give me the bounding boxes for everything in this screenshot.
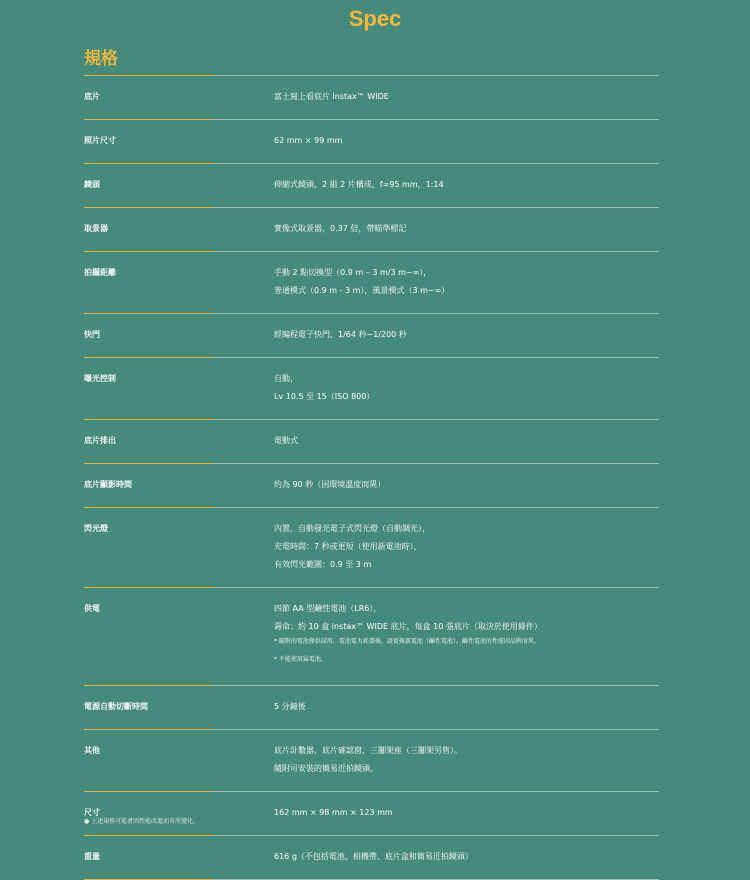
spec-value-line: 普通模式（0.9 m - 3 m），風景模式（3 m~∞） — [274, 286, 450, 295]
spec-value — [274, 88, 659, 106]
spec-label: 閃光燈 — [84, 524, 108, 533]
spec-value — [274, 132, 659, 150]
spec-value — [274, 520, 659, 574]
section-title: 規格 — [84, 49, 118, 69]
spec-note: * 不能使用錳電池。 — [274, 656, 327, 663]
spec-value-line: 伸縮式鏡頭，2 組 2 片構成，f=95 mm，1:14 — [274, 180, 444, 189]
spec-value — [274, 848, 659, 866]
spec-value — [274, 804, 659, 822]
spec-value — [274, 370, 659, 406]
spec-row — [84, 792, 659, 836]
spec-label: 照片尺寸 — [84, 136, 116, 145]
spec-value-line: 充電時間：7 秒或更短（使用新電池時）， — [274, 542, 422, 551]
spec-value — [274, 698, 659, 716]
spec-value — [274, 326, 659, 344]
page-title: Spec — [348, 6, 402, 31]
spec-value-line: 經編程電子快門，1/64 秒~1/200 秒 — [274, 330, 407, 339]
spec-value-line: 62 mm × 99 mm — [274, 136, 343, 145]
spec-value — [274, 742, 659, 778]
spec-row — [84, 686, 659, 730]
spec-row — [84, 208, 659, 252]
spec-row — [84, 508, 659, 588]
spec-label: 拍攝距離 — [84, 268, 116, 277]
spec-value-line: 162 mm × 98 mm × 123 mm — [274, 808, 393, 817]
spec-row — [84, 420, 659, 464]
spec-label: 底片顯影時間 — [84, 480, 132, 489]
spec-label: 底片排出 — [84, 436, 116, 445]
spec-value-line: 壽命：約 10 盒 instax™ WIDE 底片，每盒 10 張底片（取決於使用條件） — [274, 622, 542, 631]
spec-value-line: 5 分鐘後 — [274, 702, 306, 711]
spec-row — [84, 252, 659, 314]
spec-label: 尺寸 — [84, 808, 100, 817]
spec-note: * 隨附的電池僅供試用。電池電力耗盡後，請更換新電池（鹼性電池）。鹼性電池的性能因品牌而異。 — [274, 638, 540, 645]
spec-value-line: 富士寫上看底片 instax™ WIDE — [274, 92, 389, 101]
spec-value-line: 內置，自動發光電子式閃光燈（自動調光）， — [274, 524, 430, 533]
spec-value — [274, 176, 659, 194]
spec-value — [274, 600, 659, 672]
spec-label: 電源自動切斷時間 — [84, 702, 148, 711]
spec-label: 其他 — [84, 746, 100, 755]
spec-value-line: 自動， — [274, 374, 298, 383]
spec-row — [84, 76, 659, 120]
spec-value-line: 手動 2 點切換型（0.9 m – 3 m/3 m~∞）， — [274, 268, 432, 277]
spec-row — [84, 588, 659, 686]
spec-value-line: Lv 10.5 至 15（ISO 800） — [274, 392, 375, 401]
spec-value-line: 實像式取景器，0.37 倍，帶瞄準標記 — [274, 224, 407, 233]
spec-label: 鏡頭 — [84, 180, 100, 189]
spec-row — [84, 730, 659, 792]
spec-row — [84, 164, 659, 208]
spec-value-line: 有效閃光範圍：0.9 至 3 m — [274, 560, 372, 569]
spec-value — [274, 264, 659, 300]
spec-table — [84, 76, 659, 880]
spec-value — [274, 476, 659, 494]
spec-value-line: 約為 90 秒（因環境溫度而異） — [274, 480, 386, 489]
spec-label: 取景器 — [84, 224, 108, 233]
spec-value — [274, 220, 659, 238]
spec-row — [84, 464, 659, 508]
footnote: ● 上述規格可能會因性能改進而有所變化。 — [84, 818, 200, 825]
spec-value-line: 隨附可安裝的簡易近拍鏡頭。 — [274, 764, 378, 773]
spec-label: 快門 — [84, 330, 100, 339]
spec-value-line: 底片計數器，底片確認窗，三腳架座（三腳架另售）。 — [274, 746, 462, 755]
spec-row — [84, 836, 659, 880]
spec-value — [274, 432, 659, 450]
spec-label: 底片 — [84, 92, 100, 101]
spec-label: 供電 — [84, 604, 100, 613]
spec-value-line: 616 g（不包括電池、相機帶、底片盒和簡易近拍鏡頭） — [274, 852, 473, 861]
spec-label: 重量 — [84, 852, 100, 861]
spec-row — [84, 314, 659, 358]
spec-value-line: 電動式 — [274, 436, 298, 445]
spec-value-line: 四節 AA 型鹼性電池（LR6）， — [274, 604, 382, 613]
spec-row — [84, 120, 659, 164]
spec-label: 曝光控制 — [84, 374, 116, 383]
spec-row — [84, 358, 659, 420]
